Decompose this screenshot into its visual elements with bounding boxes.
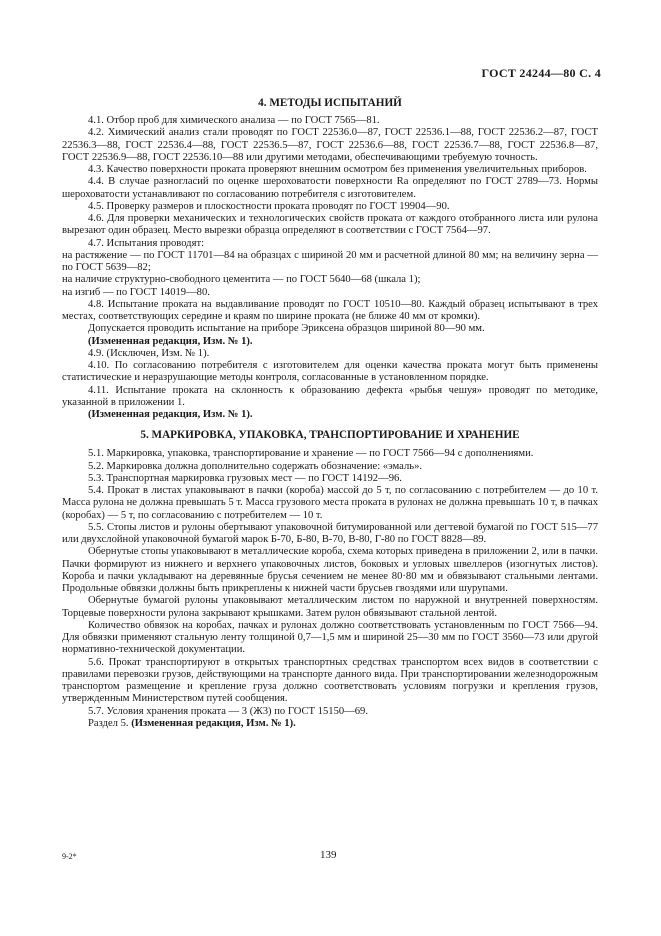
paragraph-4-9: 4.9. (Исключен, Изм. № 1). (88, 347, 210, 359)
paragraph-5-5-strapping: Количество обвязок на коробах, пачках и рулонах должно соответствовать установленным по ГОСТ 7566—94. Для обвязки применяют стальную ленту толщиной 0,7—1,5 мм и шириной 25—30 мм по ГОСТ 3560—73 или другой нормативно-технической документации. (62, 619, 598, 656)
paragraph-4-2: 4.2. Химический анализ стали проводят по ГОСТ 22536.0—87, ГОСТ 22536.1—88, ГОСТ 22536.2—87, ГОСТ 22536.3—88, ГОСТ 22536.4—88, ГОСТ 22536.5—87, ГОСТ 22536.6—88, ГОСТ 22536.7—88, ГОСТ 22536.8—87, ГОСТ 22536.9—88, ГОСТ 22536.10—88 или другими методами, обеспечивающими требуемую точность. (62, 127, 598, 163)
section-4-title: 4. МЕТОДЫ ИСПЫТАНИЙ (258, 97, 402, 109)
paragraph-4-6: 4.6. Для проверки механических и технологических свойств проката от каждого отобранного листа или рулона вырезают один образец. Место вырезки образца определяют в соответствии с ГОСТ 7564—97. (62, 213, 598, 237)
page-header: ГОСТ 24244—80 С. 4 (481, 66, 601, 80)
section-5-amendment (62, 718, 598, 730)
paragraph-4-5: 4.5. Проверку размеров и плоскостности проката проводят по ГОСТ 19904—90. (88, 200, 450, 212)
paragraph-5-6: 5.6. Прокат транспортируют в открытых транспортных средствах транспортом всех видов в соответствии с правилами перевозки грузов, действующими на транспорте данного вида. При транспортировании железнодорожным транспортом размещение и крепление груза должно соответствовать условиям погрузки и крепления грузов, утвержденным Министерством путей сообщения. (62, 656, 598, 705)
amendment-note: (Измененная редакция, Изм. № 1). (88, 409, 253, 420)
section-5-title: 5. МАРКИРОВКА, УПАКОВКА, ТРАНСПОРТИРОВАНИЕ И ХРАНЕНИЕ (140, 429, 520, 442)
page-number: 139 (320, 849, 337, 861)
paragraph-5-5: 5.5. Стопы листов и рулоны обертывают упаковочной битумированной или дегтевой бумагой по ГОСТ 515—77 или двухслойной упаковочной бумагой марок Б-70, Б-80, В-70, В-80, Г-80 по ГОСТ 8828—89. (62, 521, 598, 545)
paragraph-5-7: 5.7. Условия хранения проката — 3 (Ж3) по ГОСТ 15150—69. (88, 705, 368, 717)
paragraph-5-1: 5.1. Маркировка, упаковка, транспортирование и хранение — по ГОСТ 7566—94 с дополнениями. (88, 448, 534, 460)
paragraph-4-1: 4.1. Отбор проб для химического анализа — по ГОСТ 7565—81. (88, 115, 380, 126)
amendment-note: (Измененная редакция, Изм. № 1). (88, 335, 253, 347)
page-content (62, 96, 598, 730)
razdel-label: Раздел 5. (88, 717, 129, 729)
paragraph-5-5-packing: Обернутые стопы упаковывают в металлические короба, схема которых приведена в приложении 2, или в пачки. Пачки формируют из нижнего и верхнего упаковочных листов, боковых и угловых швеллеров (изогнутых листов). Короба и пачки укладывают на деревянные брусья сечением не менее 80·80 мм и обвязывают стальными лентами. Продольные обвязки должны быть прикреплены к нижней части брусьев гвоздями или шурупами. (62, 546, 598, 594)
paragraph-4-8: 4.8. Испытание проката на выдавливание проводят по ГОСТ 10510—80. Каждый образец испытывают в трех местах, соответствующих середине и краям по ширине проката (не ближе 40 мм от кромки). (62, 298, 598, 322)
paragraph-5-3: 5.3. Транспортная маркировка грузовых мест — по ГОСТ 14192—96. (88, 472, 402, 484)
paragraph-4-7-tensile: на растяжение — по ГОСТ 11701—84 на образцах с шириной 20 мм и расчетной длиной 80 мм; на величину зерна — по ГОСТ 5639—82; (62, 249, 598, 273)
paragraph-5-4: 5.4. Прокат в листах упаковывают в пачки (короба) массой до 5 т, по согласованию с потребителем — до 10 т. Масса рулона не должна превышать 5 т. Масса грузового места проката в рулонах не должна превышать 10 т, в пачках (коробах) — 5 т, по согласованию с потребителем — 10 т. (62, 485, 598, 521)
footer-signature-mark: 9-2* (62, 852, 77, 861)
paragraph-4-3: 4.3. Качество поверхности проката проверяют внешним осмотром без применения увеличительных приборов. (88, 164, 587, 175)
paragraph-5-5-rolls: Обернутые бумагой рулоны упаковывают металлическим листом по наружной и внутренней поверхностям. Торцевые поверхности рулона закрывают крышками. Затем рулон обвязывают стальной лентой. (62, 595, 598, 619)
paragraph-4-11: 4.11. Испытание проката на склонность к образованию дефекта «рыбья чешуя» проводят по методике, указанной в приложении 1. (62, 384, 598, 408)
paragraph-4-10: 4.10. По согласованию потребителя с изготовителем для оценки качества проката могут быть применены статистические и неразрушающие методы контроля, согласованные в установленном порядке. (62, 360, 598, 384)
paragraph-4-7: 4.7. Испытания проводят: (88, 237, 205, 249)
amendment-note: (Измененная редакция, Изм. № 1). (131, 717, 296, 729)
paragraph-4-8-erichsen: Допускается проводить испытание на приборе Эриксена образцов шириной 80—90 мм. (88, 323, 485, 335)
paragraph-4-7-cementite: на наличие структурно-свободного цементита — по ГОСТ 5640—68 (шкала 1); (62, 274, 421, 286)
paragraph-5-2: 5.2. Маркировка должна дополнительно содержать обозначение: «эмаль». (88, 460, 423, 472)
paragraph-4-7-bend: на изгиб — по ГОСТ 14019—80. (62, 286, 210, 298)
paragraph-4-4: 4.4. В случае разногласий по оценке шероховатости поверхности Ra определяют по ГОСТ 2789—73. Нормы шероховатости устанавливают по согласованию потребителя с изготовителем. (62, 176, 598, 200)
